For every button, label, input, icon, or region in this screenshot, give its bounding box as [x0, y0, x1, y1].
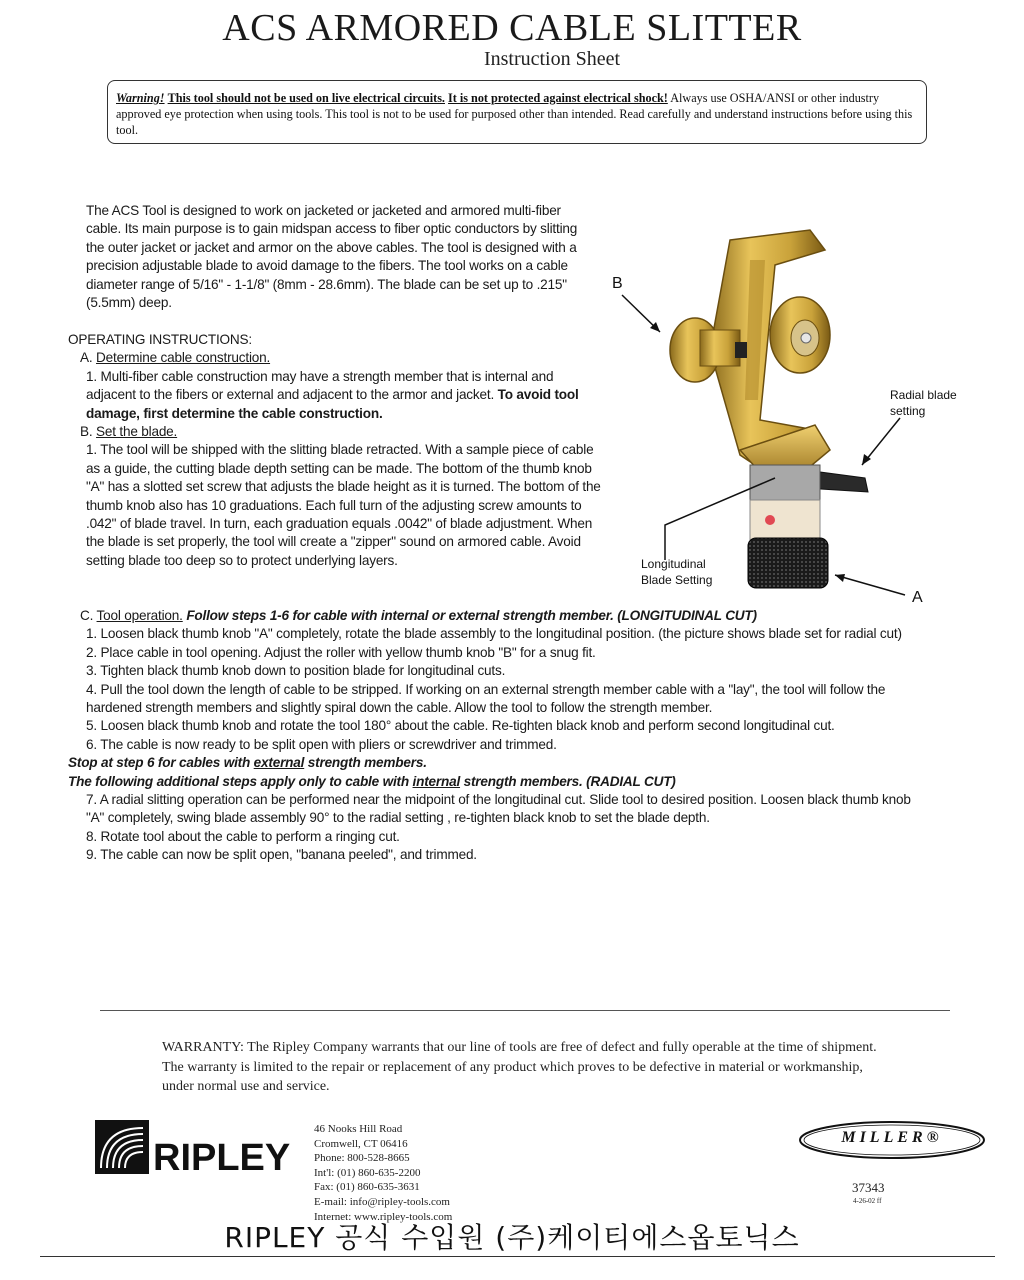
callout-b: B	[612, 275, 623, 292]
section-c-lead: Follow steps 1-6 for cable with internal or external strength member. (LONGITUDINAL CUT)	[186, 608, 757, 623]
stop-note-pre: Stop at step 6 for cables with	[68, 755, 254, 771]
warranty-text: WARRANTY: The Ripley Company warrants that our line of tools are free of defect and fully operable at the time of shipment. The warranty is limited to the repair or replacement of any product which proves to be defective in material or workmanship, under normal use and service.	[162, 1040, 877, 1094]
radial-note-pre: The following additional steps apply only to cable with	[68, 773, 413, 789]
section-a-title: Determine cable construction.	[96, 350, 271, 366]
section-b-title: Set the blade.	[96, 424, 178, 440]
section-a-body	[68, 368, 603, 423]
address-line-1: 46 Nooks Hill Road	[314, 1123, 403, 1135]
section-a-heading	[68, 349, 603, 367]
stop-note	[68, 754, 928, 772]
warning-statement-2: It is not protected against electrical shock!	[448, 91, 668, 105]
email: E-mail: info@ripley-tools.com	[314, 1195, 450, 1208]
document-title: ACS ARMORED CABLE SLITTER	[222, 7, 802, 49]
operating-heading: OPERATING INSTRUCTIONS:	[68, 332, 252, 347]
importer-banner: RIPLEY 공식 수입원 (주)케이티에스옵토닉스	[224, 1221, 800, 1254]
step-3: 3. Tighten black thumb knob down to position blade for longitudinal cuts.	[86, 663, 506, 679]
callout-radial-blade-setting: Radial blade setting	[890, 388, 957, 418]
section-c-prefix: C.	[80, 608, 94, 623]
bottom-rule	[40, 1256, 995, 1257]
intl-phone: Int'l: (01) 860-635-2200	[314, 1166, 421, 1179]
step-9: 9. The cable can now be split open, "banana peeled", and trimmed.	[86, 847, 477, 863]
section-c-title: Tool operation.	[96, 608, 183, 623]
part-number: 37343	[852, 1180, 885, 1195]
callout-a: A	[912, 589, 923, 606]
stop-note-underlined: external	[253, 755, 305, 771]
section-a-prefix: A.	[80, 350, 93, 366]
intro-text: The ACS Tool is designed to work on jacketed or jacketed and armored multi-fiber cable. Its main purpose is to gain midspan access to fiber optic conductors by slitting the outer jacket or jacket and armor on the above cables. The tool is designed with a precision adjustable blade to avoid damage to the fibers. The tool works on a cable diameter range of 5/16" - 1-1/8" (8mm - 28.6mm). The blade can be set up to .215"(5.5mm) deep.	[86, 203, 578, 311]
internet: Internet: www.ripley-tools.com	[314, 1210, 453, 1223]
step-4: 4. Pull the tool down the length of cable to be stripped. If working on an external strength member cable with a "lay", the tool will follow the hardened strength members and slightly spiral down the cable. Allow the tool to follow the strength member.	[86, 681, 886, 716]
warning-statement-1: This tool should not be used on live electrical circuits.	[167, 91, 445, 105]
warning-rest: Always use OSHA/ANSI or other industry approved eye protection when using tools. This tool is not to be used for purposed other than intended. Read carefully and understand instructions before using this tool.	[116, 91, 913, 137]
section-a-text: 1. Multi-fiber cable construction may have a strength member that is internal and adjacent to the fibers or external and adjacent to the armor and jacket.	[86, 368, 554, 403]
step-6: 6. The cable is now ready to be split open with pliers or screwdriver and trimmed.	[86, 736, 557, 752]
radial-note-underlined: internal	[412, 773, 461, 789]
address-line-2: Cromwell, CT 06416	[314, 1137, 408, 1150]
step-7: 7. A radial slitting operation can be performed near the midpoint of the longitudinal cut. Slide tool to desired position. Loosen black thumb knob "A" completely, swing blade assembly 90° to the radial setting , re-tighten black knob to set the blade depth.	[86, 792, 911, 826]
thumb-knob-a	[748, 538, 828, 588]
document-subtitle: Instruction Sheet	[483, 48, 621, 70]
section-b-heading	[68, 423, 603, 441]
ripley-logo-text: RIPLEY	[153, 1137, 291, 1174]
phone: Phone: 800-528-8665	[314, 1152, 410, 1165]
radial-note-post: strength members. (RADIAL CUT)	[460, 773, 676, 789]
intro-paragraph	[68, 202, 598, 312]
miller-logo-text: MILLER®	[841, 1129, 943, 1146]
warning-box	[107, 80, 927, 144]
company-address	[314, 1122, 534, 1224]
radial-note	[68, 773, 928, 791]
callout-longitudinal-blade-setting: Longitudinal Blade Setting	[641, 557, 713, 587]
section-divider	[100, 1010, 950, 1011]
section-b-prefix: B.	[80, 424, 93, 440]
date-code: 4-26-02 ff	[853, 1197, 882, 1205]
stop-note-post: strength members.	[304, 755, 427, 771]
fax: Fax: (01) 860-635-3631	[314, 1181, 420, 1194]
step-1: 1. Loosen black thumb knob "A" completely, rotate the blade assembly to the longitudinal position. (the picture shows blade set for radial cut)	[86, 626, 902, 642]
step-8: 8. Rotate tool about the cable to perform a ringing cut.	[86, 828, 400, 844]
ripley-logo	[95, 1120, 295, 1174]
section-a-bold: To avoid tool damage, first determine the cable construction.	[86, 387, 579, 421]
section-b-text: 1. The tool will be shipped with the slitting blade retracted. With a sample piece of cable as a guide, the cutting blade depth setting can be made. The bottom of the thumb knob "A" has a slotted set screw that adjusts the blade height as it is turned. The bottom of the thumb knob also has 10 graduations. Each full turn of the adjusting screw amounts to .042" of blade travel. In turn, each graduation equals .0042" of blade adjustment. When the blade is set properly, the tool will create a "zipper" sound on armored cable. Avoid setting blade too deep so to protect underlying layers.	[86, 442, 601, 568]
step-5: 5. Loosen black thumb knob and rotate the tool 180° about the cable. Re-tighten black knob and perform second longitudinal cut.	[86, 718, 835, 734]
warning-lead: Warning!	[116, 91, 165, 105]
tool-operation-section	[68, 607, 928, 865]
operating-instructions	[68, 331, 603, 570]
step-2: 2. Place cable in tool opening. Adjust the roller with yellow thumb knob "B" for a snug fit.	[86, 644, 596, 660]
